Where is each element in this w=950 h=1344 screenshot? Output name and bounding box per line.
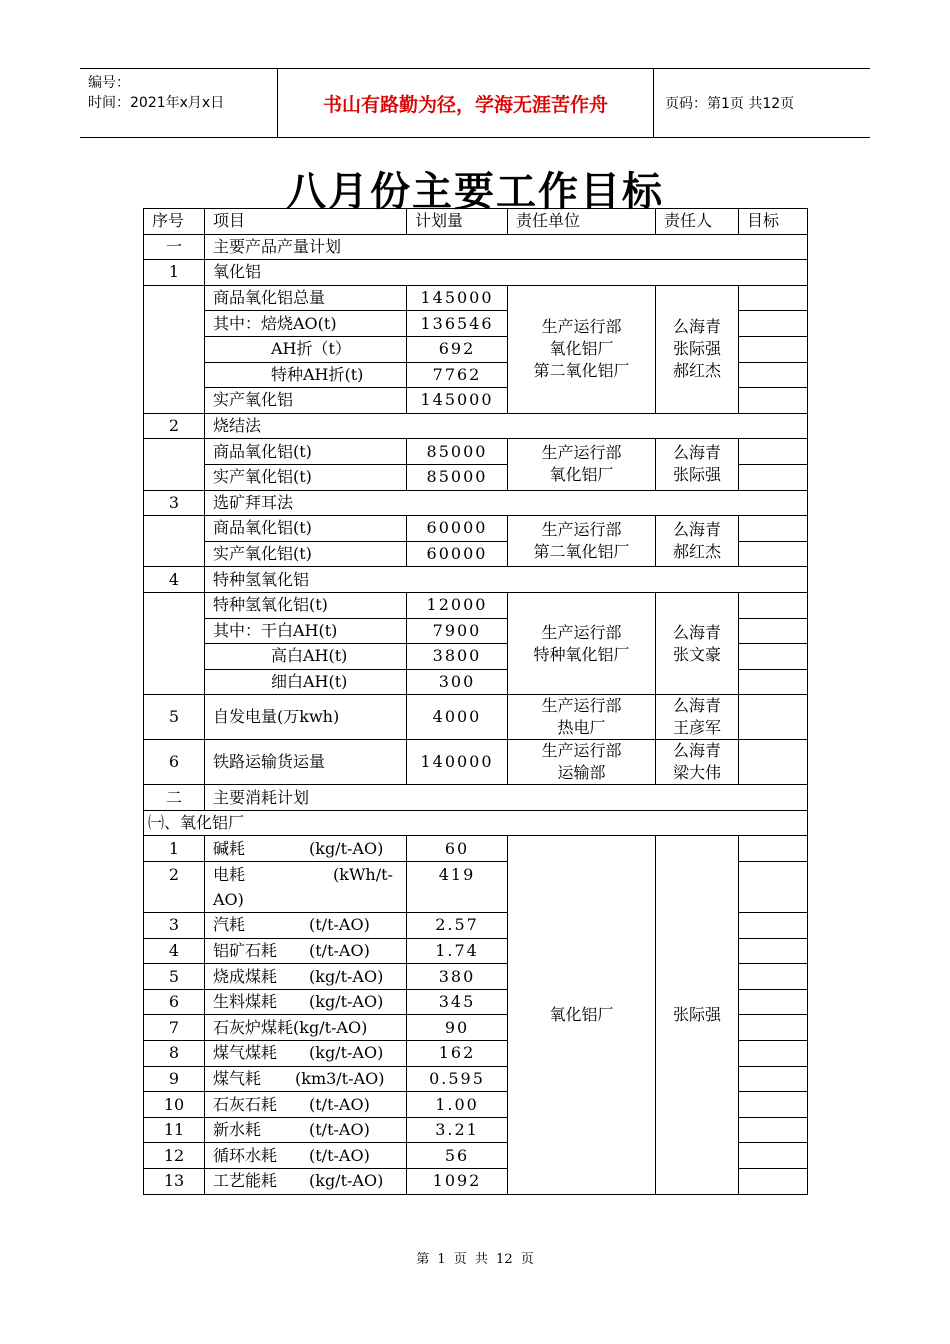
page-header xyxy=(80,68,870,138)
table-row xyxy=(144,413,808,439)
responsible-unit xyxy=(508,516,656,567)
item-unit: (t/t-AO) xyxy=(309,940,370,960)
target-cell xyxy=(739,740,808,785)
section-title: 主要产品产量计划 xyxy=(205,234,808,260)
responsible-unit xyxy=(508,439,656,490)
item-cell xyxy=(205,1015,407,1041)
plan-cell: 12000 xyxy=(407,592,508,618)
target-cell xyxy=(739,311,808,337)
plan-cell: 692 xyxy=(407,336,508,362)
target-cell xyxy=(739,388,808,414)
plan-cell: 140000 xyxy=(407,740,508,785)
person-line: 么海青 xyxy=(672,520,721,540)
item-cell xyxy=(205,1041,407,1067)
target-cell xyxy=(739,1015,808,1041)
target-cell xyxy=(739,1117,808,1143)
plan-cell: 85000 xyxy=(407,439,508,465)
item-name: 铝矿石耗 xyxy=(213,940,278,960)
item-cell xyxy=(205,1169,407,1195)
unit-line: 特种氧化铝厂 xyxy=(533,644,630,664)
col-header: 责任人 xyxy=(656,209,739,235)
unit-line: 生产运行部 xyxy=(541,622,622,642)
target-cell xyxy=(739,439,808,465)
row-no: 8 xyxy=(144,1041,205,1067)
item-cell: 高白AH(t) xyxy=(205,644,407,670)
row-no: 10 xyxy=(144,1092,205,1118)
table-row xyxy=(144,567,808,593)
item-cell: 商品氧化铝(t) xyxy=(205,516,407,542)
table-row xyxy=(144,695,808,740)
item-cell: 特种氢氧化铝(t) xyxy=(205,592,407,618)
unit-line: 生产运行部 xyxy=(541,696,622,716)
responsible-person: 张际强 xyxy=(656,836,739,1194)
target-cell xyxy=(739,1143,808,1169)
person-line: 张际强 xyxy=(672,339,721,359)
row-no xyxy=(144,592,205,694)
plan-cell: 7900 xyxy=(407,618,508,644)
item-cell: 实产氧化铝(t) xyxy=(205,541,407,567)
row-no: 1 xyxy=(144,836,205,862)
unit-line: 运输部 xyxy=(557,763,606,783)
group-title: 氧化铝 xyxy=(205,260,808,286)
header-meta xyxy=(80,69,278,137)
row-no: 5 xyxy=(144,964,205,990)
unit-line: 生产运行部 xyxy=(541,520,622,540)
person-line: 梁大伟 xyxy=(672,763,721,783)
item-cell xyxy=(205,1117,407,1143)
table-header-row xyxy=(144,209,808,235)
group-title: 烧结法 xyxy=(205,413,808,439)
item-name: 煤气煤耗 xyxy=(213,1043,278,1063)
group-title: 特种氢氧化铝 xyxy=(205,567,808,593)
item-unit: (kg/t-AO) xyxy=(309,992,384,1012)
person-line: 么海青 xyxy=(672,443,721,463)
table-row xyxy=(144,439,808,465)
responsible-unit: 氧化铝厂 xyxy=(508,836,656,1194)
unit-line: 第二氧化铝厂 xyxy=(533,361,630,381)
target-cell xyxy=(739,913,808,939)
item-name: 工艺能耗 xyxy=(213,1171,278,1191)
plan-cell: 145000 xyxy=(407,285,508,311)
col-header: 项目 xyxy=(205,209,407,235)
item-cell xyxy=(205,836,407,862)
item-cell: 铁路运输货运量 xyxy=(205,740,407,785)
item-cell xyxy=(205,1143,407,1169)
item-name: 烧成煤耗 xyxy=(213,966,278,986)
unit-line: 生产运行部 xyxy=(541,443,622,463)
plan-cell: 380 xyxy=(407,964,508,990)
target-cell xyxy=(739,695,808,740)
plan-cell: 60000 xyxy=(407,541,508,567)
item-name: 新水耗 xyxy=(213,1120,262,1140)
item-unit: (km3/t-AO) xyxy=(295,1068,385,1088)
item-unit: (kg/t-AO) xyxy=(293,1017,368,1037)
table-row xyxy=(144,592,808,618)
target-cell xyxy=(739,644,808,670)
table-row xyxy=(144,234,808,260)
person-line: 郝红杰 xyxy=(672,542,721,562)
responsible-person xyxy=(656,516,739,567)
item-name: 生料煤耗 xyxy=(213,992,278,1012)
unit-line: 第二氧化铝厂 xyxy=(533,542,630,562)
row-no: 2 xyxy=(144,862,205,913)
item-name: 煤气耗 xyxy=(213,1068,262,1088)
item-unit: (t/t-AO) xyxy=(309,915,370,935)
item-cell: 实产氧化铝 xyxy=(205,388,407,414)
row-no: 7 xyxy=(144,1015,205,1041)
target-cell xyxy=(739,362,808,388)
responsible-person xyxy=(656,285,739,413)
item-unit: (kWh/t- xyxy=(333,865,393,885)
table-row xyxy=(144,740,808,785)
row-no xyxy=(144,285,205,413)
row-no: 9 xyxy=(144,1066,205,1092)
row-no: 3 xyxy=(144,490,205,516)
row-no: 6 xyxy=(144,989,205,1015)
item-cell xyxy=(205,989,407,1015)
item-cell: 商品氧化铝(t) xyxy=(205,439,407,465)
plan-cell: 7762 xyxy=(407,362,508,388)
plan-cell: 3800 xyxy=(407,644,508,670)
page-footer: 第 1 页 共 12 页 xyxy=(416,1252,534,1267)
target-cell xyxy=(739,1041,808,1067)
target-cell xyxy=(739,1169,808,1195)
work-target-table xyxy=(143,208,808,1195)
plan-cell: 145000 xyxy=(407,388,508,414)
time-label: 时间：2021年x月x日 xyxy=(88,95,225,111)
item-name: 循环水耗 xyxy=(213,1145,278,1165)
person-line: 么海青 xyxy=(672,622,721,642)
row-no: 4 xyxy=(144,938,205,964)
person-line: 张际强 xyxy=(672,465,721,485)
unit-line: 生产运行部 xyxy=(541,317,622,337)
unit-line: 氧化铝厂 xyxy=(549,465,614,485)
row-no: 二 xyxy=(144,785,205,811)
person-line: 么海青 xyxy=(672,741,721,761)
item-cell xyxy=(205,1092,407,1118)
responsible-unit xyxy=(508,695,656,740)
person-line: 王彦军 xyxy=(672,718,721,738)
plan-cell: 300 xyxy=(407,669,508,695)
table-row xyxy=(144,285,808,311)
item-unit: (t/t-AO) xyxy=(309,1120,370,1140)
row-no: 5 xyxy=(144,695,205,740)
plan-cell: 3.21 xyxy=(407,1117,508,1143)
item-cell xyxy=(205,913,407,939)
person-line: 郝红杰 xyxy=(672,361,721,381)
responsible-person xyxy=(656,695,739,740)
table-row xyxy=(144,260,808,286)
responsible-person xyxy=(656,439,739,490)
plan-cell: 0.595 xyxy=(407,1066,508,1092)
item-unit: (t/t-AO) xyxy=(309,1145,370,1165)
target-cell xyxy=(739,989,808,1015)
row-no: 2 xyxy=(144,413,205,439)
item-unit: (t/t-AO) xyxy=(309,1094,370,1114)
unit-line: 生产运行部 xyxy=(541,741,622,761)
plan-cell: 1092 xyxy=(407,1169,508,1195)
section-title: 主要消耗计划 xyxy=(205,785,808,811)
row-no: 1 xyxy=(144,260,205,286)
item-cell: 自发电量(万kwh) xyxy=(205,695,407,740)
col-header: 计划量 xyxy=(407,209,508,235)
item-cell: 实产氧化铝(t) xyxy=(205,464,407,490)
row-no: 12 xyxy=(144,1143,205,1169)
item-unit: (kg/t-AO) xyxy=(309,1171,384,1191)
plan-cell: 345 xyxy=(407,989,508,1015)
target-cell xyxy=(739,964,808,990)
item-unit: (kg/t-AO) xyxy=(309,838,384,858)
item-cell xyxy=(205,862,407,913)
item-name: 电耗 xyxy=(213,865,246,885)
responsible-unit xyxy=(508,592,656,694)
plan-cell: 56 xyxy=(407,1143,508,1169)
item-cell: 细白AH(t) xyxy=(205,669,407,695)
target-cell xyxy=(739,862,808,913)
target-cell xyxy=(739,516,808,542)
row-no xyxy=(144,516,205,567)
item-cell xyxy=(205,964,407,990)
item-name: 碱耗 xyxy=(213,838,246,858)
plan-cell: 1.74 xyxy=(407,938,508,964)
group-title: 选矿拜耳法 xyxy=(205,490,808,516)
plan-cell: 90 xyxy=(407,1015,508,1041)
item-cell: 特种AH折(t) xyxy=(205,362,407,388)
target-cell xyxy=(739,592,808,618)
responsible-person xyxy=(656,740,739,785)
target-cell xyxy=(739,836,808,862)
plan-cell: 4000 xyxy=(407,695,508,740)
table-row xyxy=(144,490,808,516)
page-label: 页码：第1页 共12页 xyxy=(665,96,795,112)
item-cell: 商品氧化铝总量 xyxy=(205,285,407,311)
item-cell xyxy=(205,938,407,964)
table-row xyxy=(144,810,808,836)
target-cell xyxy=(739,541,808,567)
subsection-title: ㈠、氧化铝厂 xyxy=(144,810,808,836)
plan-cell: 85000 xyxy=(407,464,508,490)
row-no: 4 xyxy=(144,567,205,593)
plan-cell: 1.00 xyxy=(407,1092,508,1118)
plan-cell: 136546 xyxy=(407,311,508,337)
table-row xyxy=(144,836,808,862)
target-cell xyxy=(739,618,808,644)
item-name: 石灰石耗 xyxy=(213,1094,278,1114)
item-cell: AH折（t） xyxy=(205,336,407,362)
row-no: 6 xyxy=(144,740,205,785)
target-cell xyxy=(739,938,808,964)
responsible-unit xyxy=(508,285,656,413)
plan-cell: 162 xyxy=(407,1041,508,1067)
person-line: 么海青 xyxy=(672,317,721,337)
item-unit-cont: AO) xyxy=(213,890,244,910)
responsible-unit xyxy=(508,740,656,785)
responsible-person xyxy=(656,592,739,694)
target-cell xyxy=(739,1066,808,1092)
target-cell xyxy=(739,285,808,311)
item-cell: 其中：干白AH(t) xyxy=(205,618,407,644)
item-unit: (kg/t-AO) xyxy=(309,1043,384,1063)
row-no xyxy=(144,439,205,490)
row-no: 13 xyxy=(144,1169,205,1195)
plan-cell: 2.57 xyxy=(407,913,508,939)
col-header: 责任单位 xyxy=(508,209,656,235)
unit-line: 氧化铝厂 xyxy=(549,339,614,359)
unit-line: 热电厂 xyxy=(557,718,606,738)
target-cell xyxy=(739,1092,808,1118)
item-name: 石灰炉煤耗 xyxy=(213,1017,294,1037)
item-cell: 其中：焙烧AO(t) xyxy=(205,311,407,337)
table-row xyxy=(144,785,808,811)
target-cell xyxy=(739,464,808,490)
col-header: 序号 xyxy=(144,209,205,235)
plan-cell: 419 xyxy=(407,862,508,913)
person-line: 么海青 xyxy=(672,696,721,716)
item-unit: (kg/t-AO) xyxy=(309,966,384,986)
item-cell xyxy=(205,1066,407,1092)
page-title: 八月份主要工作目标 xyxy=(286,168,664,215)
plan-cell: 60 xyxy=(407,836,508,862)
plan-cell: 60000 xyxy=(407,516,508,542)
col-header: 目标 xyxy=(739,209,808,235)
row-no: 一 xyxy=(144,234,205,260)
number-label: 编号： xyxy=(88,75,130,91)
target-cell xyxy=(739,336,808,362)
target-cell xyxy=(739,669,808,695)
row-no: 11 xyxy=(144,1117,205,1143)
item-name: 汽耗 xyxy=(213,915,246,935)
motto: 书山有路勤为径，学海无涯苦作舟 xyxy=(278,69,654,137)
table-row xyxy=(144,516,808,542)
row-no: 3 xyxy=(144,913,205,939)
person-line: 张文豪 xyxy=(672,644,721,664)
